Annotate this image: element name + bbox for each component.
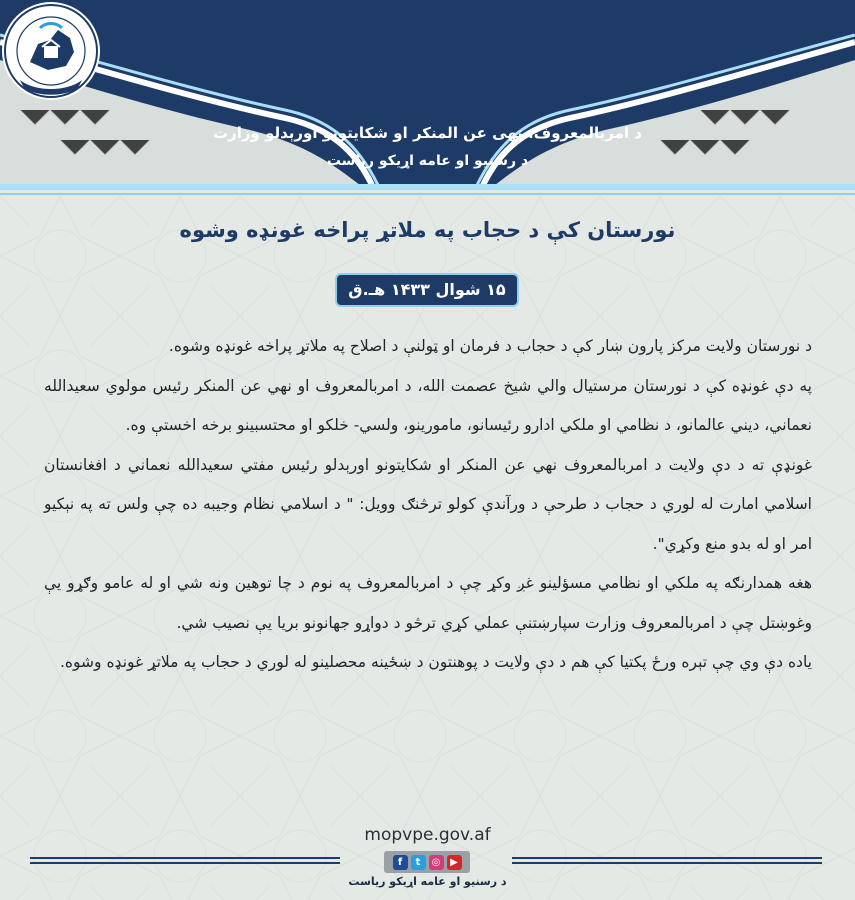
ministry-name: د امربالمعروف، نهی عن المنکر او شکایتونو اورېدلو وزارت [213, 124, 642, 142]
instagram-icon[interactable]: ◎ [429, 855, 444, 870]
social-icons [384, 851, 470, 873]
header-divider-thin [0, 193, 855, 195]
footer-rule-left [30, 857, 340, 865]
facebook-icon[interactable]: f [393, 855, 408, 870]
ministry-logo [0, 0, 102, 102]
paragraph: غونډې ته د دې ولایت د امربالمعروف نهي عن المنکر او شکایتونو اورېدلو رئیس مفتي سعیدالله نعماني د افغانستان اسلامي امارت له لوري د حجاب د طرحې د ورآندې کولو ترڅنګ وویل: " د اسلامي نظام وجیبه ده چې ولس ته په نېکیو امر او له بدو منع وکړي". [44, 455, 812, 553]
website-link[interactable]: mopvpe.gov.af [364, 825, 491, 845]
header-banner [0, 0, 855, 185]
department-name: د رسنیو او عامه اړیکو ریاست [326, 153, 529, 169]
youtube-icon[interactable]: ▶ [447, 855, 462, 870]
date-badge: ۱۵ شوال ۱۴۳۳ هـ.ق [335, 273, 519, 307]
twitter-icon[interactable]: t [411, 855, 426, 870]
paragraph: په دې غونډه کې د نورستان مرستیال والي شیخ عصمت الله، د امربالمعروف او نهي عن المنکر رئیس مولوي سعیدالله نعماني، دیني عالمانو، د نظامي او ملکي ادارو رئیسانو، مامورینو، ولسي- خلکو او محتسبینو برخه اخستې وه. [44, 376, 812, 434]
footer-department: د رسنیو او عامه اړیکو ریاست [348, 875, 507, 888]
paragraph: یاده دې وي چې تېره ورځ پکتیا کې هم د دې ولایت د پوهنتون د ښځینه محصلینو له لوري د حجاب په ملاتړ غونډه وشوه. [59, 653, 812, 671]
paragraph: د نورستان ولایت مرکز پارون ښار کې د حجاب د فرمان او ټولنې د اصلاح په ملاتړ پراخه غونډه وشوه. [168, 337, 812, 355]
page-title: نورستان کې د حجاب په ملاتړ پراخه غونډه وشوه [179, 218, 676, 242]
footer-rule-right [512, 857, 822, 865]
paragraph: هغه همدارنګه په ملکي او نظامي مسؤلینو غږ وکړ چې د امربالمعروف په نوم د چا توهین ونه شي او له عامو وګړو یې وغوښتل چې د امربالمعروف وزارت سپارښتنې عملي کړي ترڅو د دواړو جهانونو بریا یې نصیب شي. [44, 574, 812, 632]
header-divider [0, 184, 855, 190]
article-body [44, 327, 812, 683]
